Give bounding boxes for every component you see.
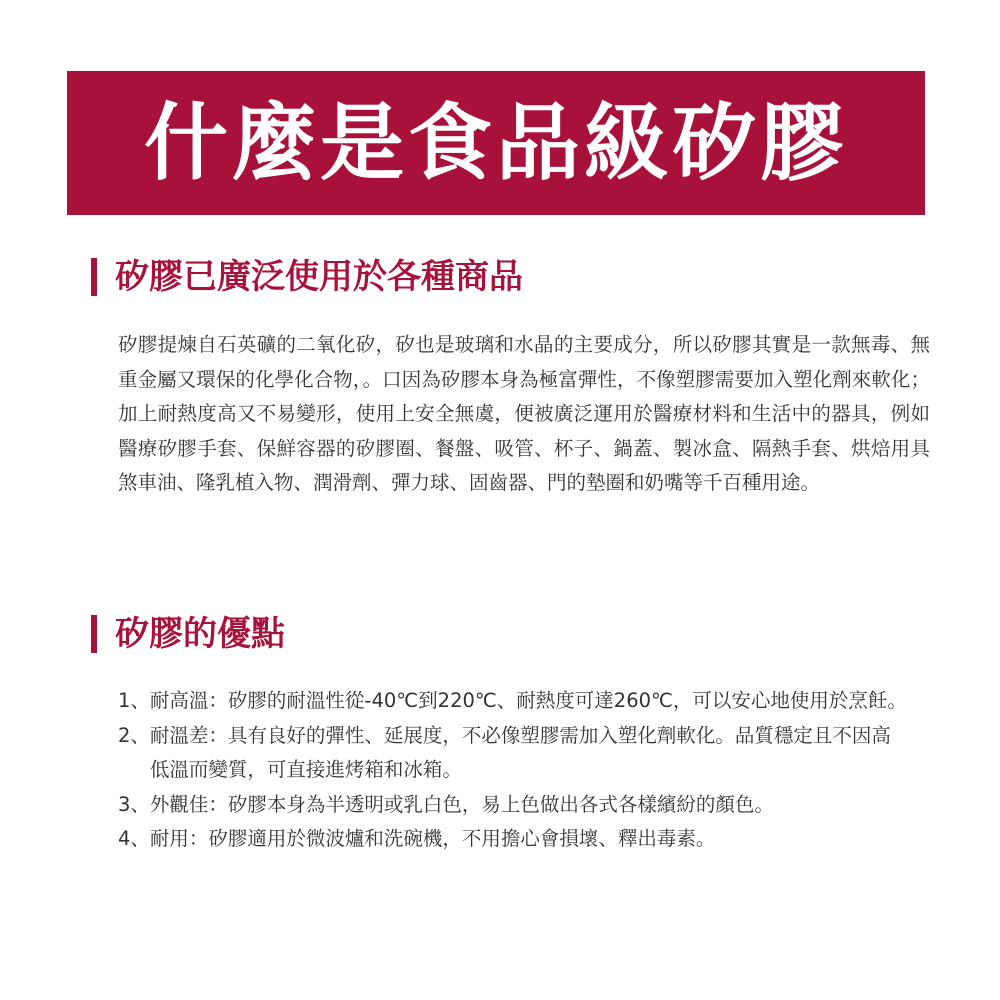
advantages-list <box>118 684 908 857</box>
page-title: 什麼是食品級矽膠 <box>143 94 848 192</box>
usage-paragraph: 矽膠提煉自石英礦的二氧化矽，矽也是玻璃和水晶的主要成分，所以矽膠其實是一款無毒、無重金屬又環保的化學化合物，。口因為矽膠本身為極富彈性，不像塑膠需要加入塑化劑來軟化；加上耐熱度高又不易變形，使用上安全無虞，便被廣泛運用於醫療材料和生活中的器具，例如醫療矽膠手套、保鮮容器的矽膠圈、餐盤、吸管、杯子、鍋蓋、製冰盒、隔熱手套、烘焙用具煞車油、隆乳植入物、潤滑劑、彈力球、固齒器、門的墊圈和奶嘴等千百種用途。 <box>118 333 930 494</box>
list-item <box>118 719 908 788</box>
section-heading-usage-text: 矽膠已廣泛使用於各種商品 <box>115 257 523 297</box>
section-heading-usage <box>91 258 523 296</box>
list-item-text: 耐用：矽膠適用於微波爐和洗碗機，不用擔心會損壞、釋出毒素。 <box>149 827 716 850</box>
list-item-text: 耐溫差：具有良好的彈性、延展度，不必像塑膠需加入塑化劑軟化。品質穩定且不因高低溫而變質，可直接進烤箱和冰箱。 <box>149 723 891 781</box>
title-banner <box>67 71 925 215</box>
list-item <box>118 822 908 857</box>
list-item-text: 外觀佳：矽膠本身為半透明或乳白色，易上色做出各式各樣繽紛的顏色。 <box>149 792 774 816</box>
list-item-number: 4、 <box>118 827 150 850</box>
list-item-number: 2、 <box>118 723 150 747</box>
section-heading-advantages-text: 矽膠的優點 <box>115 614 285 654</box>
list-item-text: 耐高溫：矽膠的耐溫性從-40℃到220℃、耐熱度可達260℃，可以安心地使用於烹飪。 <box>149 689 907 712</box>
list-item <box>118 684 908 719</box>
heading-bar <box>91 258 97 296</box>
section-heading-advantages <box>91 615 285 653</box>
list-item-number: 1、 <box>118 689 150 712</box>
heading-bar <box>91 615 97 653</box>
list-item <box>118 788 908 823</box>
list-item-number: 3、 <box>118 792 150 816</box>
